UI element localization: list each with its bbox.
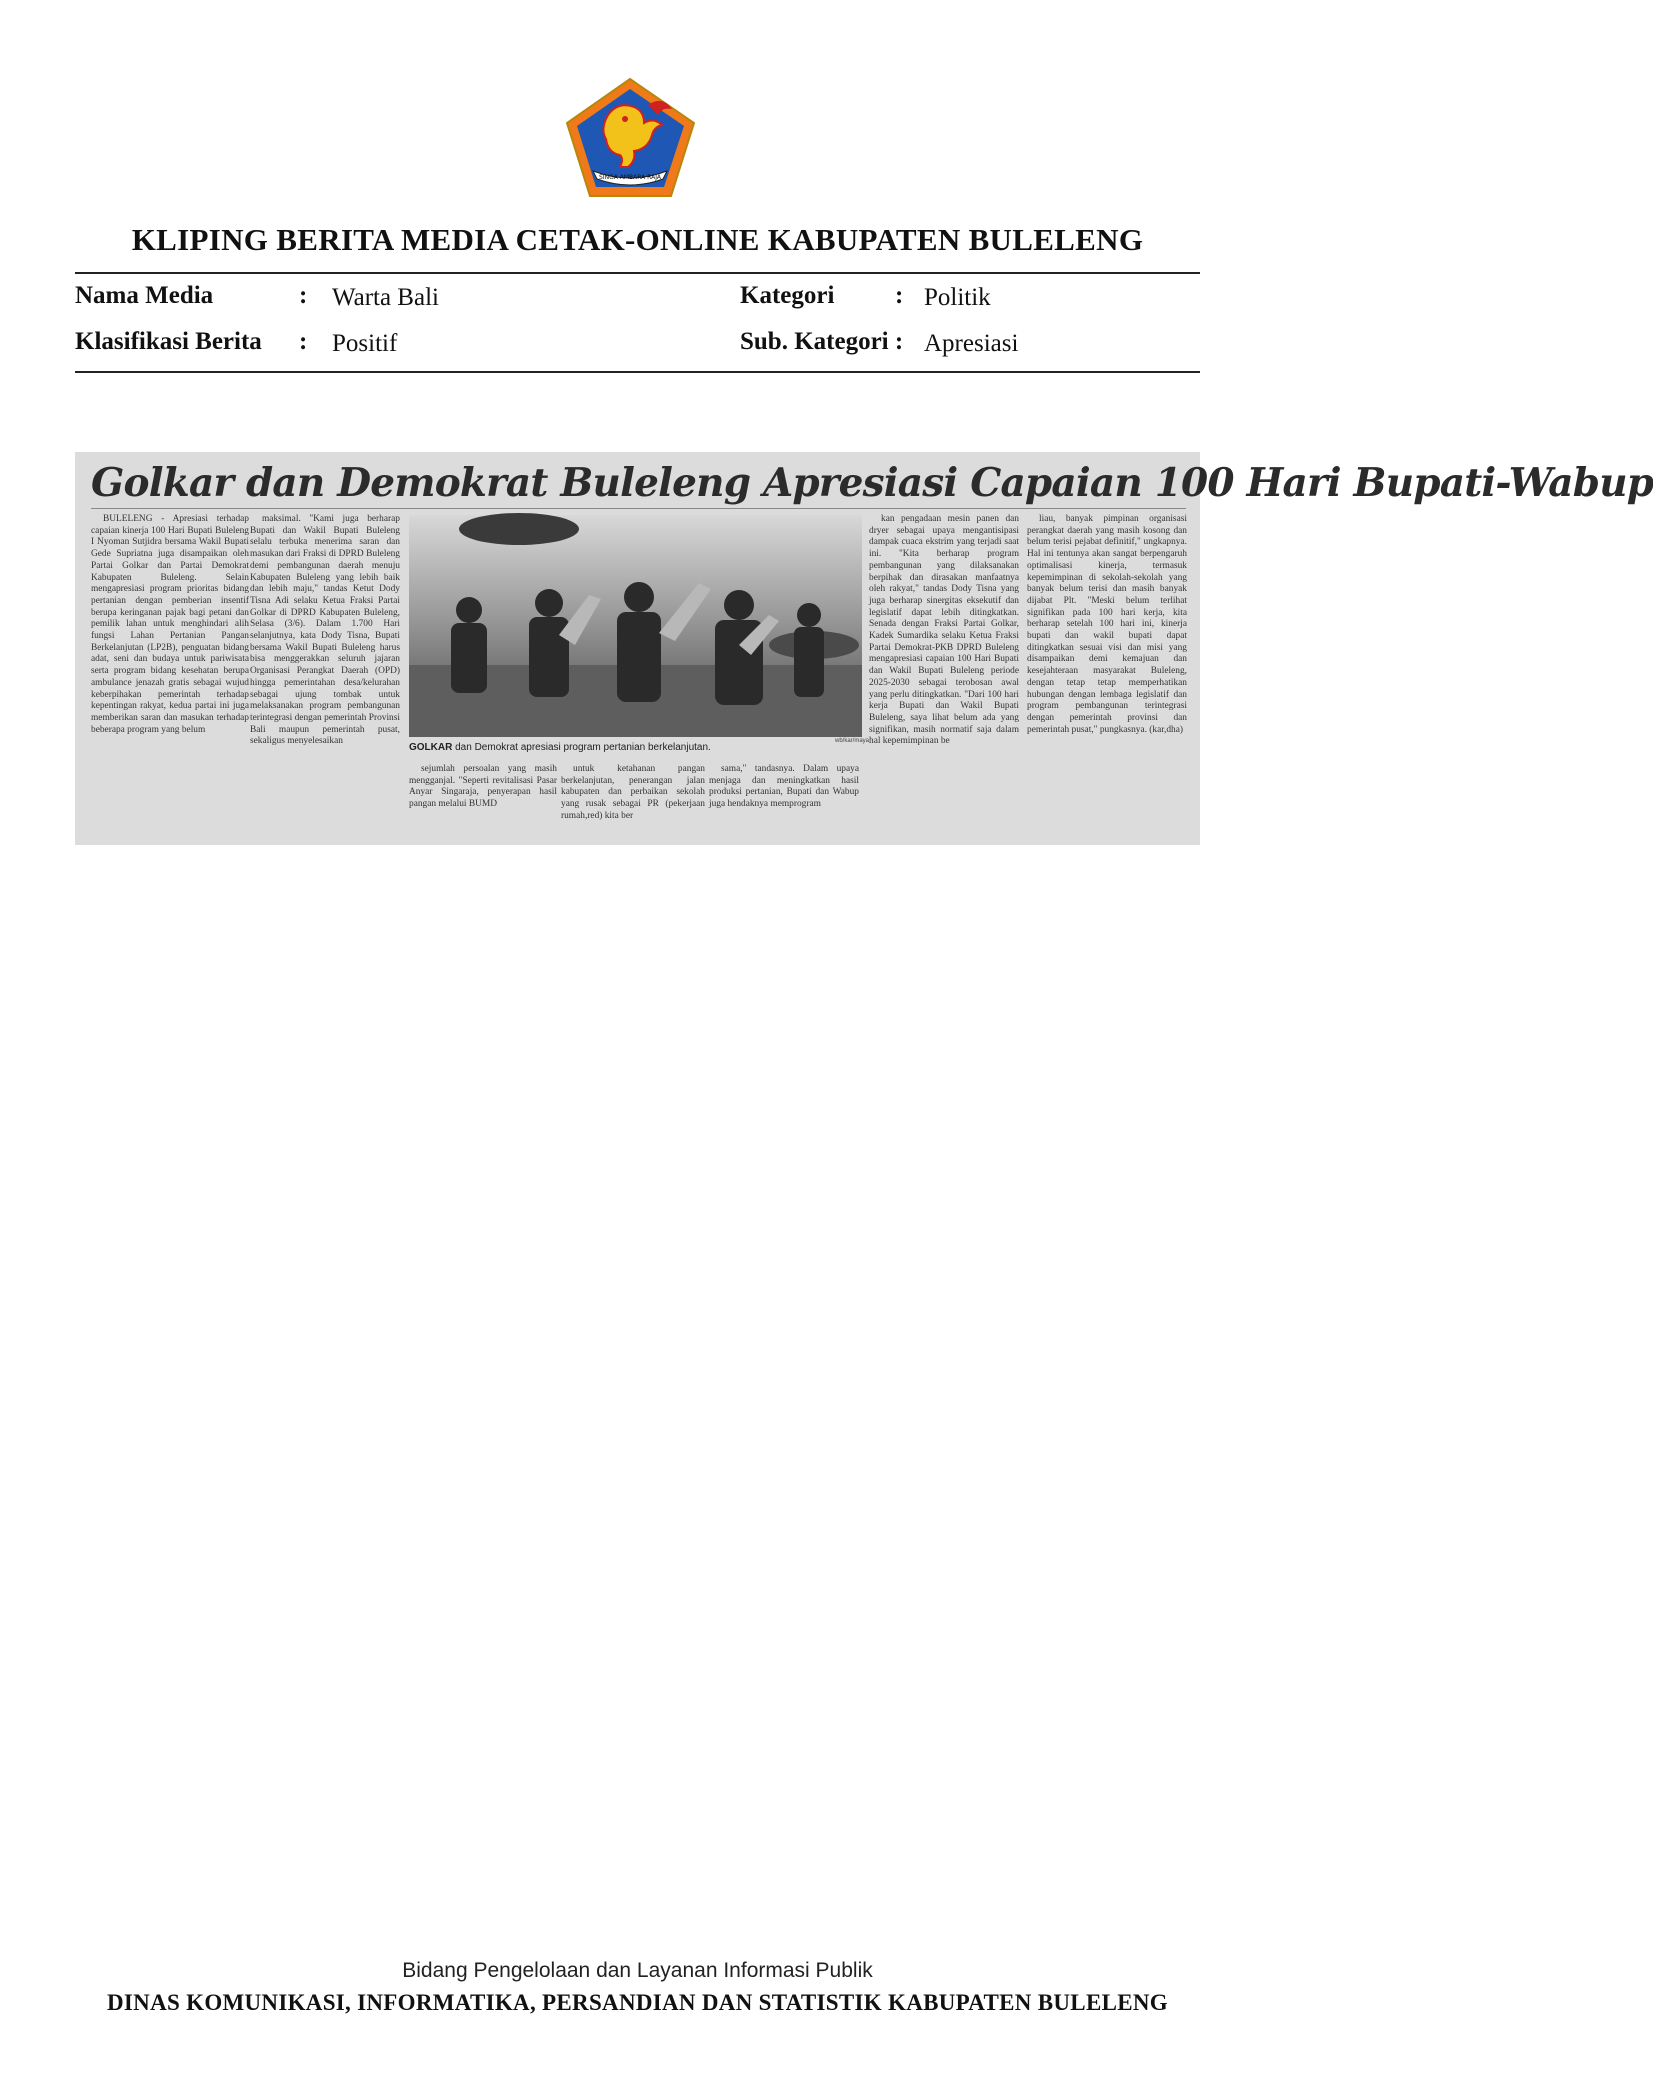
nama-media-colon: : [299, 282, 308, 309]
article-column-2-text: maksimal. "Kami juga berharap Bupati dan Wakil Bupati Buleleng selalu terbuka menerima saran dan masukan dari Fraksi di DPRD Buleleng demi pembangunan daerah menuju Kabupaten Buleleng yang lebih baik dan lebih maju," tandas Ketut Dody Tisna Adi selaku Ketua Fraksi Partai Golkar di DPRD Kabupaten Buleleng, Selasa (3/6). Dalam 1.700 Hari selanjutnya, kata Dody Tisna, Bupati bersama Wakil Bupati Buleleng harus bisa menggerakkan seluruh jajaran Organisasi Perangkat Daerah (OPD) hingga pemerintahan desa/kelurahan sebagai ujung tombak untuk melaksanakan program pembangunan terintegrasi dengan pemerintah Provinsi Bali maupun pemerintah pusat, sekaligus menyelesaikan [250, 514, 400, 747]
article-column-7 [1027, 514, 1187, 840]
article-column-4 [561, 764, 705, 840]
sub-kategori-value: Apresiasi [924, 330, 1019, 357]
photo-caption [409, 742, 862, 753]
photo-credit: wb/kar/maya [835, 738, 870, 744]
document-title: KLIPING BERITA MEDIA CETAK-ONLINE KABUPATEN BULELENG [131, 222, 1144, 257]
meta-divider [75, 371, 1200, 373]
photo-caption-lead: GOLKAR [409, 742, 453, 753]
article-column-5 [709, 764, 859, 840]
article-column-3 [409, 764, 557, 840]
emblem-motto: SINGA AMBARA RAJA [599, 174, 661, 181]
kategori-value: Politik [924, 284, 991, 311]
article-column-5-text: sama," tandasnya. Dalam upaya menjaga dan meningkatkan hasil produksi pertanian, Bupati dan Wabup juga hendaknya memprogram [709, 764, 859, 810]
klasifikasi-value: Positif [332, 330, 398, 357]
article-column-4-text: untuk ketahanan pangan berkelanjutan, penerangan jalan kabupaten dan perbaikan sekolah yang rusak sebagai PR (pekerjaan rumah,red) kita ber [561, 764, 705, 821]
nama-media-value: Warta Bali [332, 284, 439, 311]
article-column-6 [869, 514, 1019, 840]
klasifikasi-colon: : [299, 328, 308, 355]
footer-agency: DINAS KOMUNIKASI, INFORMATIKA, PERSANDIAN DAN STATISTIK KABUPATEN BULELENG [107, 1990, 1168, 2015]
article-column-1-text: BULELENG - Apresiasi terhadap capaian kinerja 100 Hari Bupati Buleleng I Nyoman Sutjidra bersama Wakil Bupati Gede Supriatna juga disampaikan oleh Partai Golkar dan Partai Demokrat Kabupaten Buleleng. Selain mengapresiasi program prioritas bidang pertanian dengan pemberian insentif berupa keringanan pajak bagi petani dan pemilik lahan untuk menghindari alih fungsi Lahan Pertanian Pangan Berkelanjutan (LP2B), penguatan bidang adat, seni dan budaya untuk pariwisata serta program bidang kesehatan berupa ambulance jenazah gratis sebagai wujud keberpihakan pemerintah terhadap kepentingan rakyat, kedua partai ini juga memberikan saran dan masukan terhadap beberapa program yang belum [91, 514, 249, 735]
news-clipping [75, 452, 1653, 845]
klasifikasi-label: Klasifikasi Berita [75, 328, 262, 355]
footer-division: Bidang Pengelolaan dan Layanan Informasi Publik [402, 1959, 873, 1982]
kategori-colon: : [895, 282, 904, 309]
article-column-2 [250, 514, 400, 840]
article-column-3-text: sejumlah persoalan yang masih mengganjal. "Seperti revitalisasi Pasar Anyar Singaraja, penyerapan hasil pangan melalui BUMD [409, 764, 557, 810]
news-photo [409, 515, 862, 737]
article-column-7-text: liau, banyak pimpinan organisasi perangkat daerah yang masih kosong dan belum terisi pejabat definitif," ungkapnya. Hal ini tentunya akan sangat berpengaruh optimalisasi kinerja, termasuk kepemimpinan di sekolah-sekolah yang banyak belum terisi dan masih banyak dijabat Plt. "Meski belum terlihat signifikan pada 100 hari kerja, kita berharap setelah 100 hari ini, kinerja bupati dan wakil bupati dapat ditingkatkan sesuai visi dan misi yang disampaikan demi kemajuan dan kesejahteraan masyarakat Buleleng, dengan tetap tetap memperhatikan hubungan dengan lembaga legislatif dan program pembangunan terintegrasi dengan pemerintah provinsi dan pemerintah pusat," pungkasnya. (kar,dha) [1027, 514, 1187, 735]
top-divider [75, 272, 1200, 274]
clipping-headline-rule [91, 508, 1186, 509]
nama-media-label: Nama Media [75, 282, 214, 309]
article-column-1 [91, 514, 249, 840]
kabupaten-buleleng-emblem-icon [563, 75, 698, 200]
kategori-label: Kategori [740, 282, 835, 309]
clipping-headline: Golkar dan Demokrat Buleleng Apresiasi Capaian 100 Hari Bupati-Wabup [91, 460, 1653, 506]
article-column-6-text: kan pengadaan mesin panen dan dryer sebagai upaya mengantisipasi dampak cuaca ekstrim yang terjadi saat ini. "Kita berharap program pembangunan yang dilaksanakan berpihak dan dirasakan manfaatnya oleh rakyat," tandas Dody Tisna yang juga berharap sinergitas eksekutif dan legislatif dapat lebih ditingkatkan. Senada dengan Fraksi Partai Golkar, Kadek Sumardika selaku Ketua Fraksi Partai Demokrat-PKB DPRD Buleleng mengapresiasi capaian 100 Hari Bupati dan Wakil Bupati Buleleng periode 2025-2030 sebagai terobosan awal yang perlu ditingkatkan. "Dari 100 hari kerja Bupati dan Wakil Bupati Buleleng, saya lihat belum ada yang signifikan, masih normatif saja dalam hal kepemimpinan be [869, 514, 1019, 747]
sub-kategori-label: Sub. Kategori : [740, 328, 904, 355]
photo-caption-text: dan Demokrat apresiasi program pertanian berkelanjutan. [452, 742, 711, 753]
